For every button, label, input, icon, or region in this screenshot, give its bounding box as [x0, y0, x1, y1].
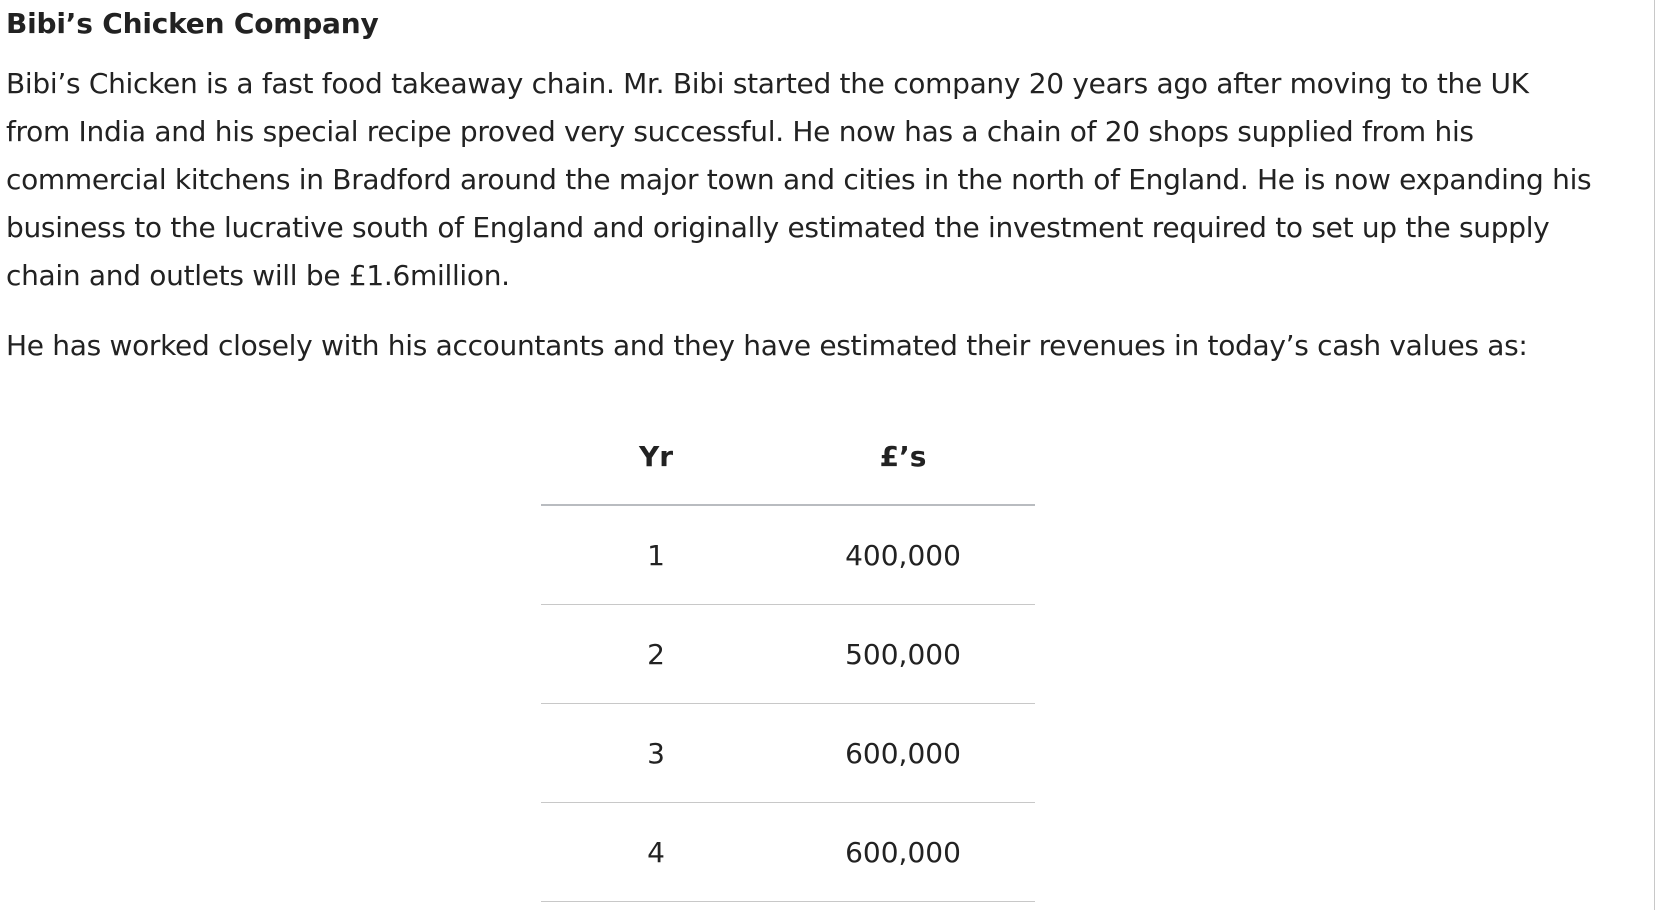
- cell-amount: 400,000: [771, 505, 1035, 605]
- cell-year: 2: [541, 605, 771, 704]
- header-amount: £’s: [771, 408, 1035, 505]
- table-row: [541, 505, 1035, 605]
- cell-year: 1: [541, 505, 771, 605]
- table-header-row: [541, 408, 1035, 505]
- table-row: [541, 704, 1035, 803]
- cell-year: 4: [541, 803, 771, 902]
- revenue-intro-paragraph: He has worked closely with his accountants and they have estimated their revenues in today’s cash values as:: [6, 329, 1528, 362]
- table-row: [541, 803, 1035, 902]
- header-year: Yr: [541, 408, 771, 505]
- page-border: [1654, 0, 1655, 910]
- cell-amount: 500,000: [771, 605, 1035, 704]
- cell-amount: 600,000: [771, 803, 1035, 902]
- document-title: Bibi’s Chicken Company: [6, 7, 379, 40]
- revenue-table: [541, 408, 1035, 902]
- document-body: [6, 0, 1626, 370]
- table-row: [541, 605, 1035, 704]
- cell-amount: 600,000: [771, 704, 1035, 803]
- cell-year: 3: [541, 704, 771, 803]
- intro-paragraph: Bibi’s Chicken is a fast food takeaway chain. Mr. Bibi started the company 20 years ago after moving to the UK from India and his special recipe proved very successful. He now has a chain of 20 shops supplied from his commercial kitchens in Bradford around the major town and cities in the north of England. He is now expanding his business to the lucrative south of England and originally estimated the investment required to set up the supply chain and outlets will be £1.6million.: [6, 67, 1592, 292]
